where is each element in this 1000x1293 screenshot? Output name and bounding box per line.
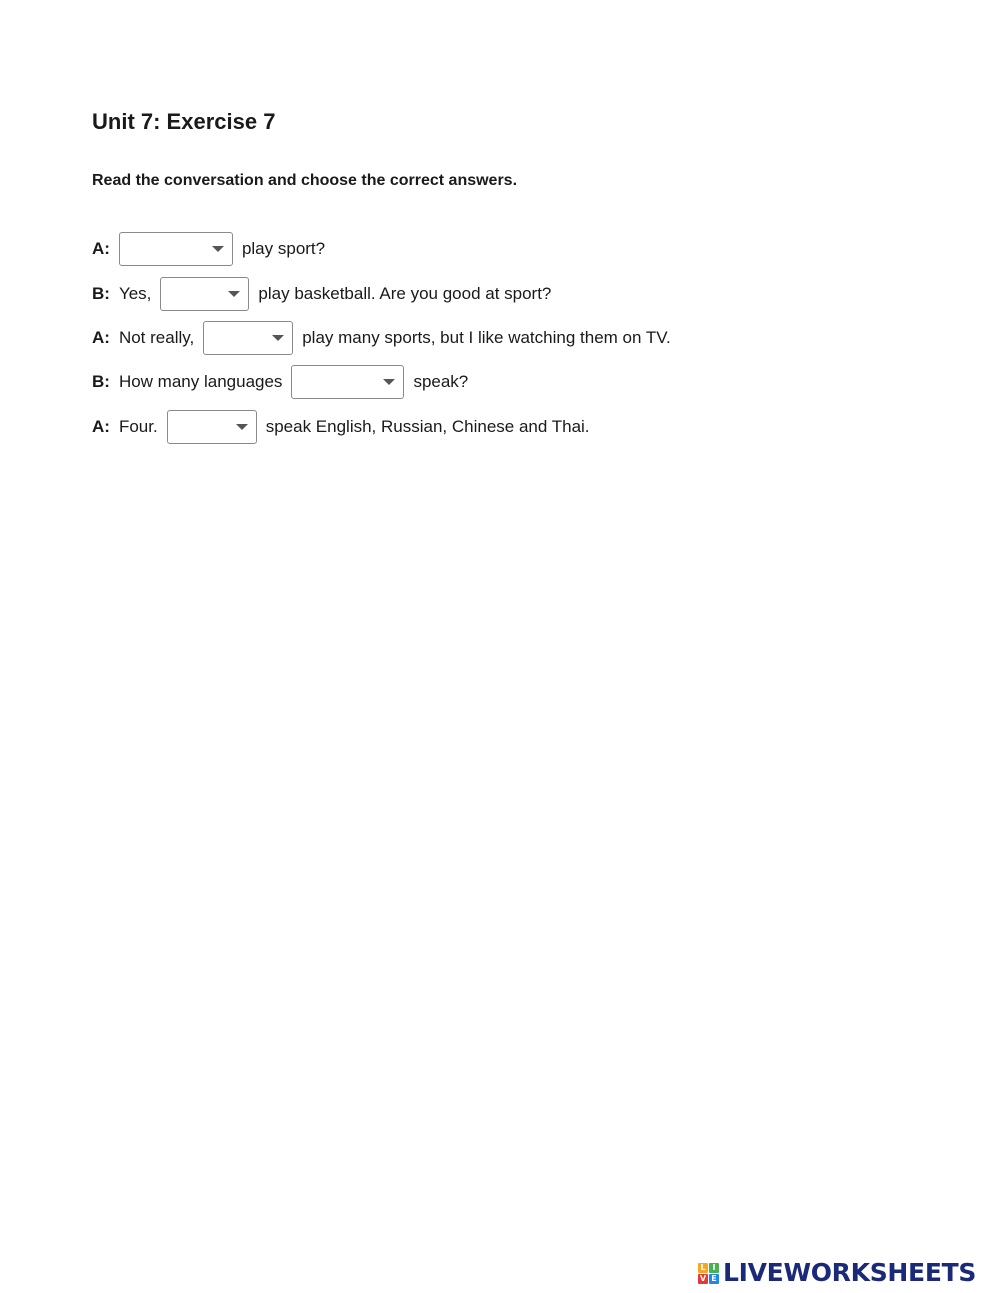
liveworksheets-logo bbox=[698, 1259, 976, 1287]
text-before: Four. bbox=[118, 417, 158, 436]
speaker-label: B: bbox=[92, 372, 110, 391]
answer-dropdown-3[interactable] bbox=[203, 321, 293, 355]
answer-dropdown-4[interactable] bbox=[291, 365, 404, 399]
dialogue-line-5 bbox=[92, 409, 590, 445]
dialogue-line-3 bbox=[92, 320, 671, 356]
logo-block-l: L bbox=[698, 1263, 708, 1273]
caret-down-icon bbox=[212, 246, 224, 252]
text-after: speak English, Russian, Chinese and Thai. bbox=[265, 417, 590, 436]
speaker-label: A: bbox=[92, 417, 110, 436]
logo-blocks-icon bbox=[698, 1263, 719, 1284]
speaker-label: A: bbox=[92, 239, 110, 258]
answer-dropdown-2[interactable] bbox=[160, 277, 249, 311]
speaker-label: B: bbox=[92, 284, 110, 303]
caret-down-icon bbox=[228, 291, 240, 297]
text-after: play sport? bbox=[241, 239, 326, 258]
page-title: Unit 7: Exercise 7 bbox=[92, 109, 276, 134]
logo-block-i: I bbox=[709, 1263, 719, 1273]
caret-down-icon bbox=[383, 379, 395, 385]
text-before: How many languages bbox=[118, 372, 283, 391]
text-after: play many sports, but I like watching them on TV. bbox=[302, 328, 671, 347]
logo-block-v: V bbox=[699, 1273, 707, 1283]
text-before: Not really, bbox=[118, 328, 195, 347]
dialogue-line-2 bbox=[92, 276, 551, 312]
caret-down-icon bbox=[236, 424, 248, 430]
text-after: play basketball. Are you good at sport? bbox=[258, 284, 552, 303]
dialogue-line-4 bbox=[92, 364, 468, 400]
text-after: speak? bbox=[413, 372, 469, 391]
logo-block-e: E bbox=[709, 1274, 719, 1284]
answer-dropdown-5[interactable] bbox=[167, 410, 257, 444]
caret-down-icon bbox=[272, 335, 284, 341]
dialogue-line-1 bbox=[92, 231, 325, 267]
answer-dropdown-1[interactable] bbox=[119, 232, 233, 266]
instruction-text: Read the conversation and choose the correct answers. bbox=[92, 172, 518, 189]
text-before: Yes, bbox=[118, 284, 152, 303]
speaker-label: A: bbox=[92, 328, 110, 347]
logo-text: LIVEWORKSHEETS bbox=[723, 1258, 977, 1287]
